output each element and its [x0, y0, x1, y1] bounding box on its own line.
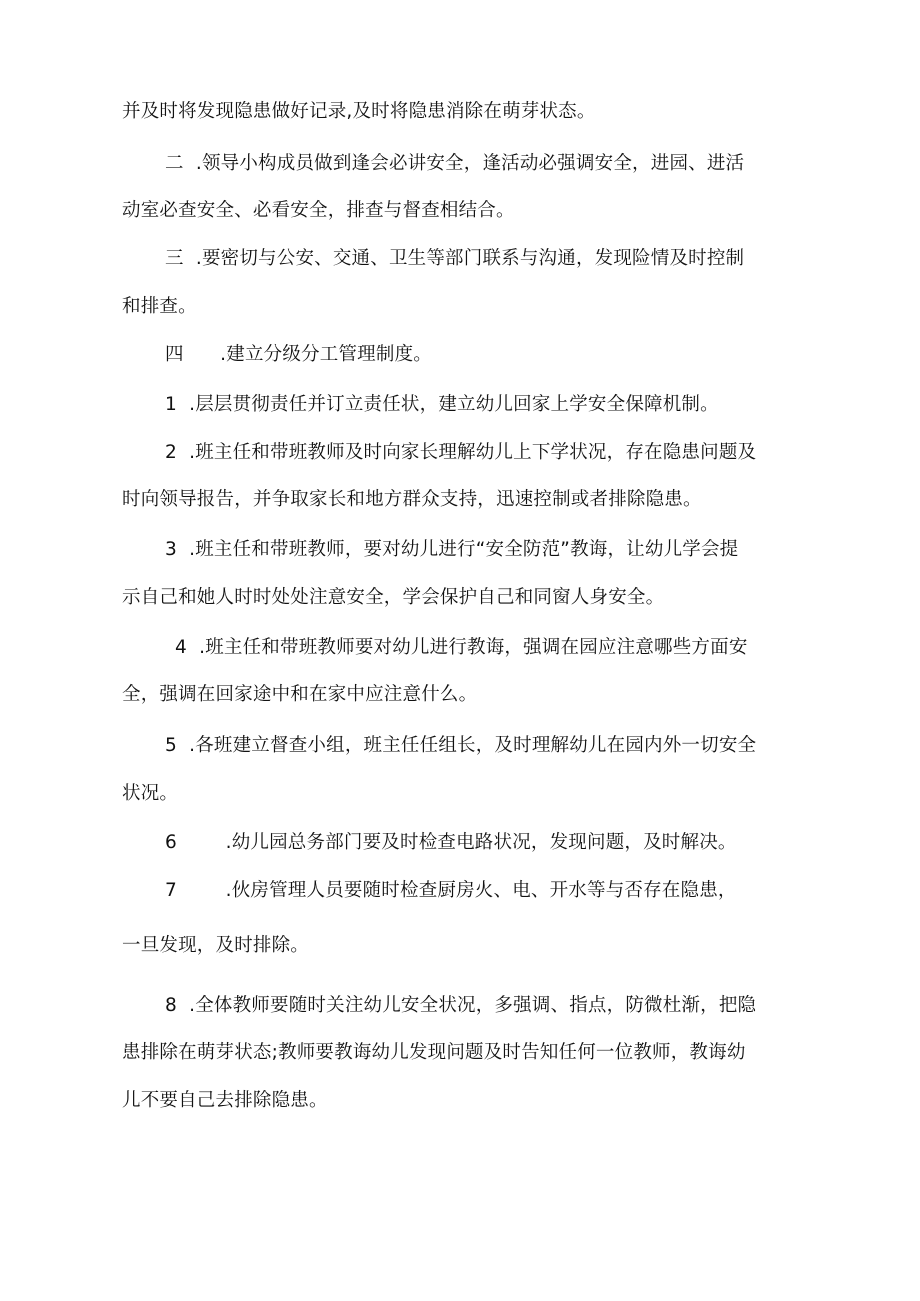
list-item-line: 2 .班主任和带班教师及时向家长理解幼儿上下学状况，存在隐患问题及 — [165, 442, 757, 463]
list-item-line: 3 .班主任和带班教师，要对幼儿进行“安全防范”教诲，让幼儿学会提 — [165, 539, 739, 560]
paragraph-line: 并及时将发现隐患做好记录,及时将隐患消除在萌芽状态。 — [122, 101, 596, 122]
paragraph-line: 三 .要密切与公安、交通、卫生等部门联系与沟通，发现险情及时控制 — [165, 248, 745, 269]
list-item-line: 儿不要自己去排除隐患。 — [122, 1090, 328, 1111]
paragraph-line: 和排查。 — [122, 296, 197, 317]
paragraph-line: 动室必查安全、必看安全，排查与督查相结合。 — [122, 200, 515, 221]
list-item-line: 全，强调在回家途中和在家中应注意什么。 — [122, 684, 478, 705]
list-item-line: 7 .伙房管理人员要随时检查厨房火、电、开水等与否存在隐患， — [165, 880, 737, 901]
list-item-line: 时向领导报告，并争取家长和地方群众支持，迅速控制或者排除隐患。 — [122, 489, 702, 510]
list-item-line: 示自己和她人时时处处注意安全，学会保护自己和同窗人身安全。 — [122, 587, 665, 608]
list-item-line: 4 .班主任和带班教师要对幼儿进行教诲，强调在园应注意哪些方面安 — [175, 637, 748, 658]
list-item-line: 5 .各班建立督查小组，班主任任组长，及时理解幼儿在园内外一切安全 — [165, 735, 757, 756]
paragraph-line: 二 .领导小构成员做到逢会必讲安全，逢活动必强调安全，进园、进活 — [165, 153, 745, 174]
list-item-line: 状况。 — [122, 783, 179, 804]
list-item-line: 6 .幼儿园总务部门要及时检查电路状况，发现问题，及时解决。 — [165, 832, 737, 853]
section-heading: 四 .建立分级分工管理制度。 — [165, 344, 432, 365]
list-item-line: 一旦发现，及时排除。 — [122, 935, 310, 956]
list-item-line: 1 .层层贯彻责任并订立责任状，建立幼儿回家上学安全保障机制。 — [165, 394, 719, 415]
list-item-line: 8 .全体教师要随时关注幼儿安全状况，多强调、指点，防微杜渐，把隐 — [165, 995, 757, 1016]
list-item-line: 患排除在萌芽状态;教师要教诲幼儿发现问题及时告知任何一位教师，教诲幼 — [122, 1042, 746, 1063]
